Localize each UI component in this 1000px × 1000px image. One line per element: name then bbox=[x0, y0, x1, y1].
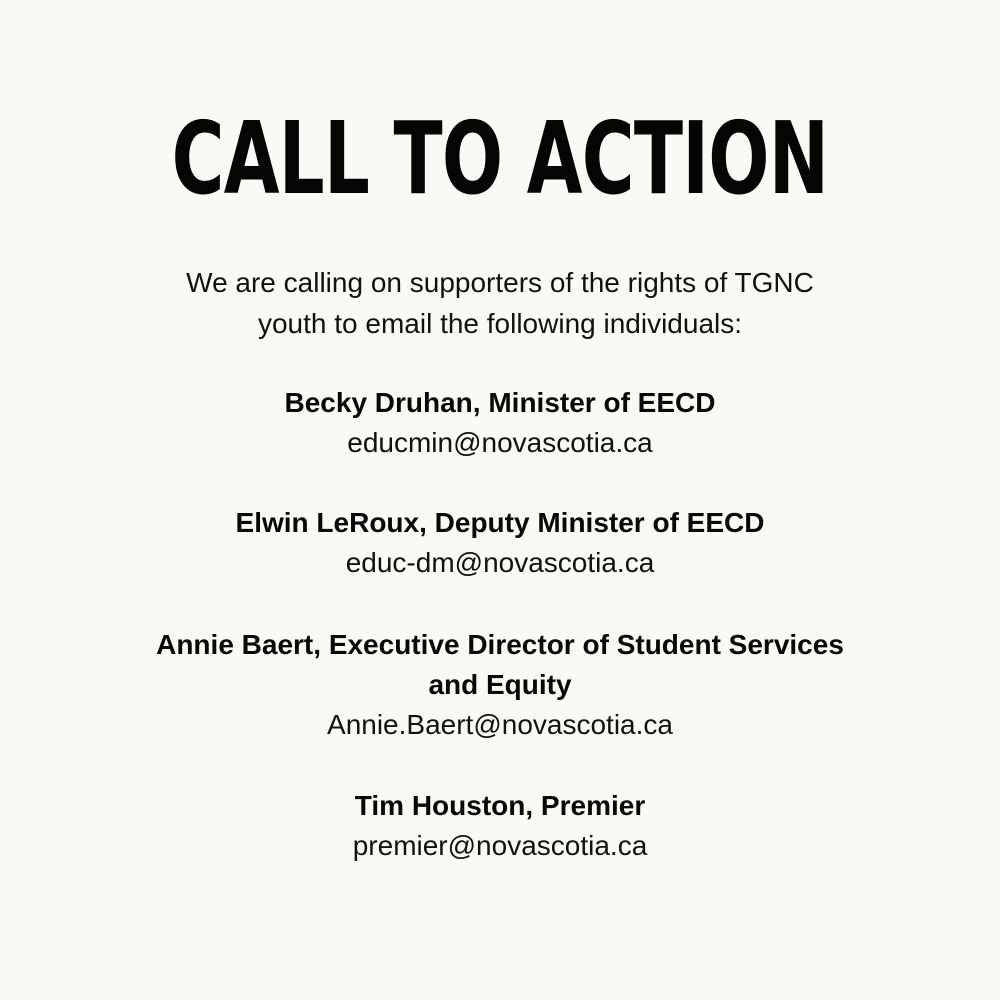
contact-name: Becky Druhan, Minister of EECD bbox=[284, 387, 716, 418]
intro-paragraph bbox=[100, 262, 900, 344]
contact-name: Elwin LeRoux, Deputy Minister of EECD bbox=[235, 507, 765, 538]
contact-name: Tim Houston, Premier bbox=[354, 790, 646, 821]
contact-name-line-1: Annie Baert, Executive Director of Student Services bbox=[156, 629, 844, 660]
page-title: CALL TO ACTION bbox=[171, 100, 829, 217]
contact-email: premier@novascotia.ca bbox=[352, 830, 648, 861]
contact-annie-baert bbox=[100, 625, 900, 745]
contact-elwin-leroux bbox=[100, 503, 900, 583]
contact-becky-druhan bbox=[100, 383, 900, 463]
intro-line-1: We are calling on supporters of the rights of TGNC bbox=[186, 267, 814, 298]
contact-email: educ-dm@novascotia.ca bbox=[345, 547, 655, 578]
contact-email: educmin@novascotia.ca bbox=[347, 427, 653, 458]
contact-email: Annie.Baert@novascotia.ca bbox=[327, 709, 673, 740]
contact-name-line-2: and Equity bbox=[428, 669, 572, 700]
contact-tim-houston bbox=[100, 786, 900, 866]
intro-line-2: youth to email the following individuals: bbox=[257, 308, 743, 339]
